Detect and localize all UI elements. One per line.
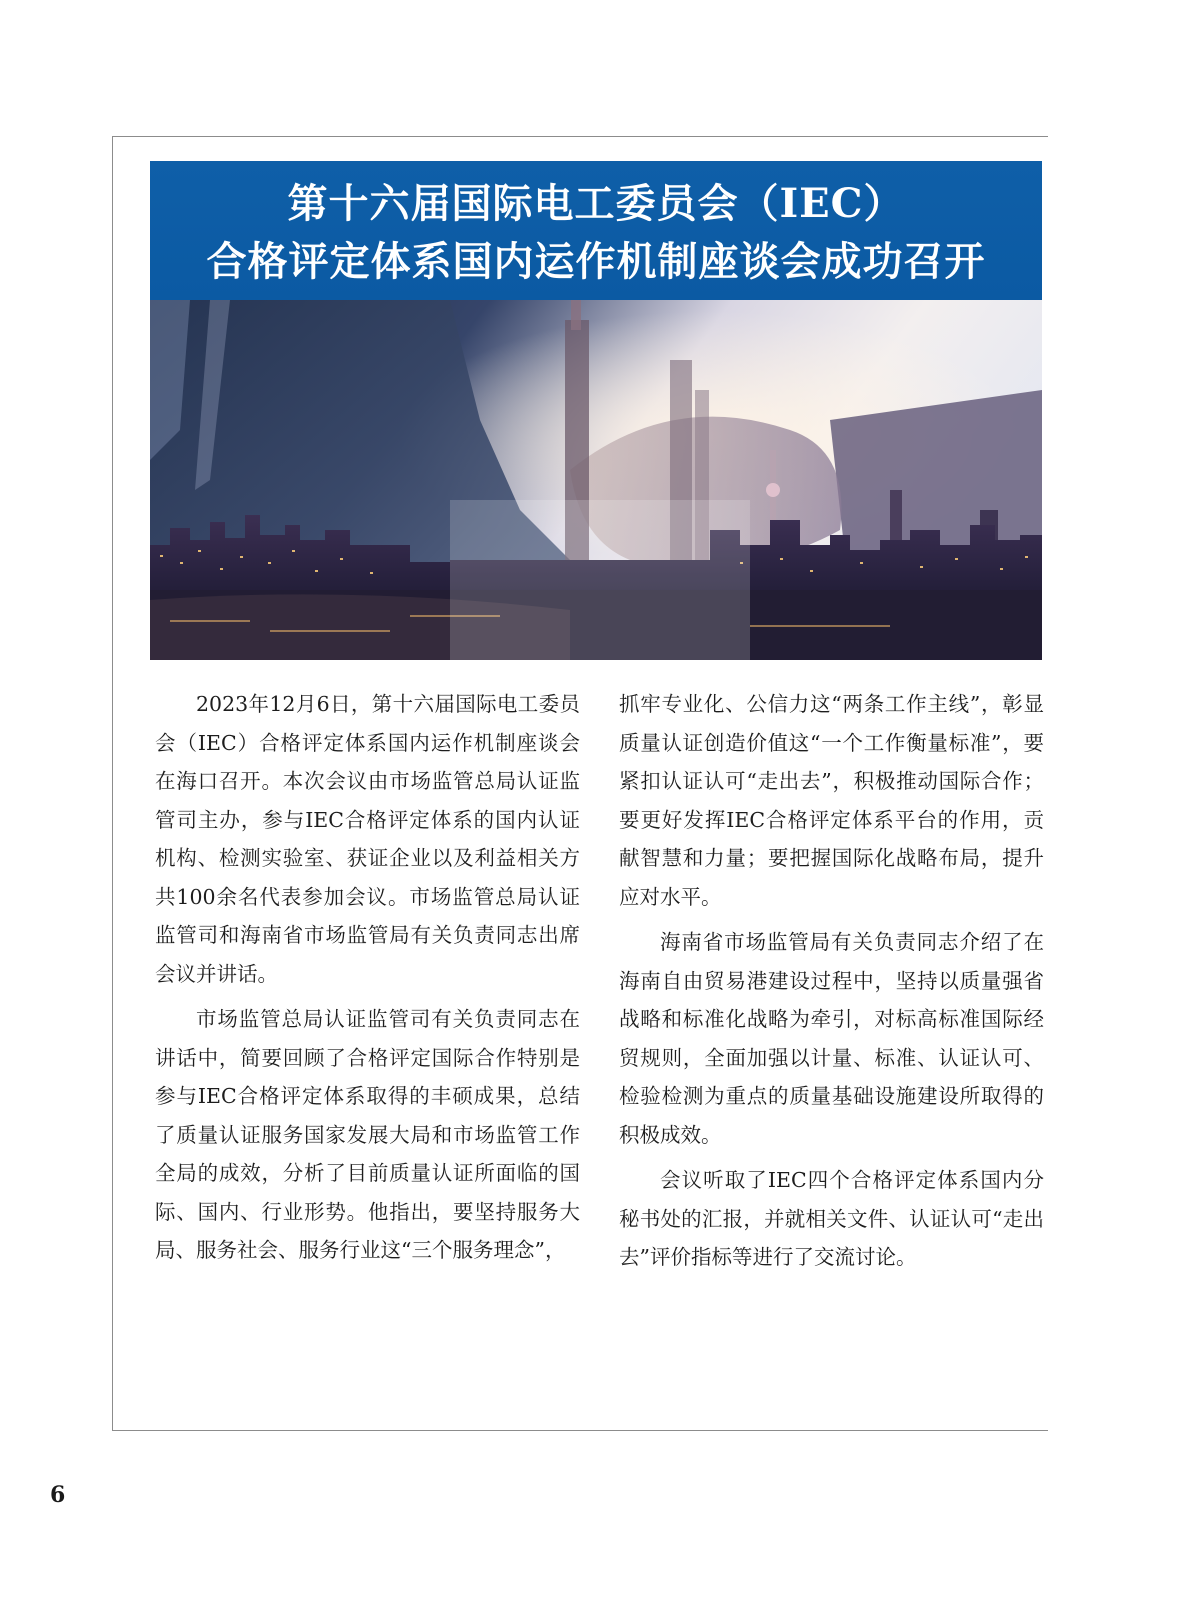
article-title-line-2: 合格评定体系国内运作机制座谈会成功召开 — [206, 238, 986, 285]
title-banner — [150, 161, 1042, 300]
paragraph-4: 会议听取了IEC四个合格评定体系国内分秘书处的汇报，并就相关文件、认证认可“走出去”评价指标等进行了交流讨论。 — [619, 1168, 1044, 1269]
paragraph-3: 海南省市场监管局有关负责同志介绍了在海南自由贸易港建设过程中，坚持以质量强省战略和标准化战略为牵引，对标高标准国际经贸规则，全面加强以计量、标准、认证认可、检验检测为重点的质量基础设施建设所取得的积极成效。 — [619, 930, 1044, 1147]
article-title-line-1: 第十六届国际电工委员会（IEC） — [287, 180, 905, 227]
paragraph-1: 2023年12月6日，第十六届国际电工委员会（IEC）合格评定体系国内运作机制座谈会在海口召开。本次会议由市场监管总局认证监管司主办，参与IEC合格评定体系的国内认证机构、检测实验室、获证企业以及利益相关方共100余名代表参加会议。市场监管总局认证监管司和海南省市场监管局有关负责同志出席会议并讲话。 — [155, 692, 580, 986]
handshake-city-skyline-image — [150, 300, 1042, 660]
left-column — [155, 685, 580, 1270]
hero-image — [150, 300, 1042, 660]
page-number: 6 — [50, 1482, 66, 1508]
paragraph-2: 市场监管总局认证监管司有关负责同志在讲话中，简要回顾了合格评定国际合作特别是参与IEC合格评定体系取得的丰硕成果，总结了质量认证服务国家发展大局和市场监管工作全局的成效，分析了目前质量认证所面临的国际、国内、行业形势。他指出，要坚持服务大局、服务社会、服务行业这“三个服务理念”， — [155, 1007, 580, 1262]
right-column — [619, 685, 1044, 1277]
paragraph-2-continued: 抓牢专业化、公信力这“两条工作主线”，彰显质量认证创造价值这“一个工作衡量标准”，要紧扣认证认可“走出去”，积极推动国际合作；要更好发挥IEC合格评定体系平台的作用，贡献智慧和力量；要把握国际化战略布局，提升应对水平。 — [619, 692, 1044, 909]
